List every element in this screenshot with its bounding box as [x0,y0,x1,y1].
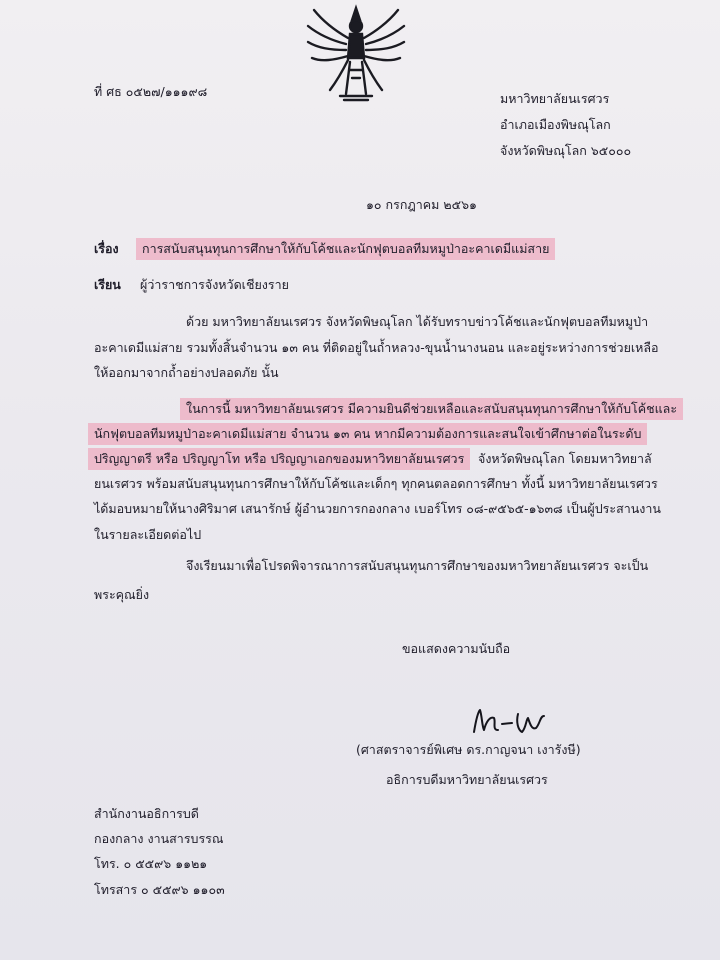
para1-line-3: ให้ออกมาจากถ้ำอย่างปลอดภัย นั้น [94,365,279,380]
sender-line-1: มหาวิทยาลัยนเรศวร [500,91,610,106]
salutation-label: เรียน [94,277,121,292]
salutation-recipient: ผู้ว่าราชการจังหวัดเชียงราย [140,277,289,292]
subject-label: เรื่อง [94,241,119,256]
para2-line-6: ในรายละเอียดต่อไป [94,527,202,542]
garuda-emblem-icon [300,0,412,112]
para2-highlight-line-1: ในการนี้ มหาวิทยาลัยนเรศวร มีความยินดีช่วยเหลือและสนับสนุนทุนการศึกษาให้กับโค้ชและ [180,398,683,420]
sender-line-3: จังหวัดพิษณุโลก ๖๕๐๐๐ [500,143,632,158]
footer-line-4: โทรสาร ๐ ๕๕๙๖ ๑๑๐๓ [94,882,225,897]
subject-text: การสนับสนุนทุนการศึกษาให้กับโค้ชและนักฟุตบอลทีมหมูป่าอะคาเดมีแม่สาย [136,238,555,260]
para2-line-3-rest: จังหวัดพิษณุโลก โดยมหาวิทยาลั [478,451,652,466]
para2-highlight-line-3: ปริญญาตรี หรือ ปริญญาโท หรือ ปริญญาเอกของมหาวิทยาลัยนเรศวร [88,448,470,470]
letter-date: ๑๐ กรกฎาคม ๒๕๖๑ [366,197,477,212]
document-number: ที่ ศธ ๐๕๒๗/๑๑๑๙๘ [94,84,208,99]
para3-line-1: จึงเรียนมาเพื่อโปรดพิจารณาการสนับสนุนทุนการศึกษาของมหาวิทยาลัยนเรศวร จะเป็น [186,558,649,573]
para3-line-2: พระคุณยิ่ง [94,587,150,602]
closing: ขอแสดงความนับถือ [402,641,511,656]
sender-line-2: อำเภอเมืองพิษณุโลก [500,117,611,132]
signer-name: (ศาสตราจารย์พิเศษ ดร.กาญจนา เงารังษี) [356,742,581,757]
para1-line-1: ด้วย มหาวิทยาลัยนเรศวร จังหวัดพิษณุโลก ได้รับทราบข่าวโค้ชและนักฟุตบอลทีมหมูป่า [186,314,649,329]
footer-line-3: โทร. ๐ ๕๕๙๖ ๑๑๒๑ [94,856,208,871]
handwritten-signature [468,706,554,740]
para2-highlight-line-2: นักฟุตบอลทีมหมูป่าอะคาเดมีแม่สาย จำนวน ๑๓ คน หากมีความต้องการและสนใจเข้าศึกษาต่อในระดับ [88,423,647,445]
para2-line-5: ได้มอบหมายให้นางศิริมาศ เสนารักษ์ ผู้อำนวยการกองกลาง เบอร์โทร ๐๘-๙๕๖๕-๑๖๓๘ เป็นผู้ประสานงาน [94,501,661,516]
para2-line-4: ยนเรศวร พร้อมสนับสนุนทุนการศึกษาให้กับโค้ชและเด็กๆ ทุกคนตลอดการศึกษา ทั้งนี้ มหาวิทยาลัยนเรศวร [94,476,658,491]
para1-line-2: อะคาเดมีแม่สาย รวมทั้งสิ้นจำนวน ๑๓ คน ที่ติดอยู่ในถ้ำหลวง-ขุนน้ำนางนอน และอยู่ระหว่างการช่วยเหลือ [94,340,659,355]
footer-line-2: กองกลาง งานสารบรรณ [94,831,224,846]
footer-line-1: สำนักงานอธิการบดี [94,806,199,821]
signer-title: อธิการบดีมหาวิทยาลัยนเรศวร [386,772,548,787]
